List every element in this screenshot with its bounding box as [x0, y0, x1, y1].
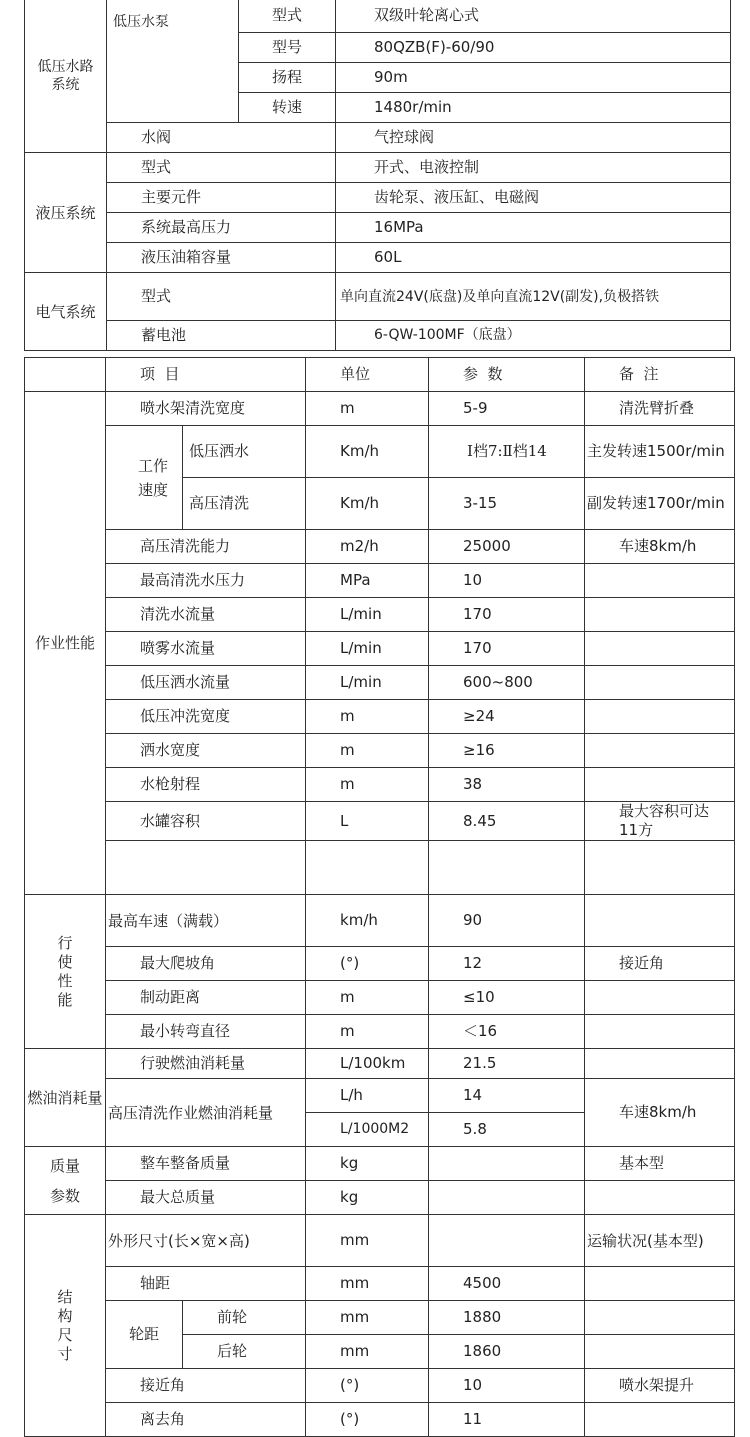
spec-row — [25, 0, 731, 33]
header-row — [25, 358, 735, 392]
spec-row — [25, 1079, 735, 1113]
group-label: 行使性能 — [25, 895, 106, 1049]
spec-row — [25, 1181, 735, 1215]
spec-row — [25, 564, 735, 598]
sub-item-cell: 高压清洗 — [183, 478, 306, 530]
param-cell: ≥24 — [429, 700, 585, 734]
unit-cell: m — [306, 734, 429, 768]
item-cell: 水阀 — [107, 123, 336, 153]
param-cell: 25000 — [429, 530, 585, 564]
note-cell: 基本型 — [585, 1147, 735, 1181]
item-cell: 系统最高压力 — [107, 213, 336, 243]
item-cell: 洒水宽度 — [106, 734, 306, 768]
item-cell: 低压冲洗宽度 — [106, 700, 306, 734]
item-cell: 整车整备质量 — [106, 1147, 306, 1181]
header-note: 备 注 — [585, 358, 735, 392]
item-cell: 喷雾水流量 — [106, 632, 306, 666]
param-cell: 8.45 — [429, 802, 585, 841]
note-cell — [585, 1335, 735, 1369]
param-cell: ≥16 — [429, 734, 585, 768]
value-cell: 80QZB(F)-60/90 — [336, 33, 731, 63]
spec-row — [25, 734, 735, 768]
item-cell: 低压洒水流量 — [106, 666, 306, 700]
item-cell: 蓄电池 — [107, 321, 336, 351]
unit-cell: L — [306, 802, 429, 841]
header-param: 参 数 — [429, 358, 585, 392]
spec-row — [25, 598, 735, 632]
unit-cell: (°) — [306, 1403, 429, 1437]
param-cell: 3-15 — [429, 478, 585, 530]
item-cell: 主要元件 — [107, 183, 336, 213]
value-cell: 气控球阀 — [336, 123, 731, 153]
sub-item-cell: 前轮 — [183, 1301, 306, 1335]
note-cell — [585, 1403, 735, 1437]
spec-row — [25, 947, 735, 981]
note-cell: 接近角 — [585, 947, 735, 981]
spec-row — [25, 895, 735, 947]
param-cell — [429, 1147, 585, 1181]
item-cell: 高压清洗能力 — [106, 530, 306, 564]
spec-row — [25, 123, 731, 153]
note-cell: 主发转速1500r/min — [585, 426, 735, 478]
unit-cell: mm — [306, 1301, 429, 1335]
param-cell: 1880 — [429, 1301, 585, 1335]
spec-row — [25, 530, 735, 564]
spec-row — [25, 183, 731, 213]
param-cell: 170 — [429, 598, 585, 632]
item-cell: 喷水架清洗宽度 — [106, 392, 306, 426]
group-label: 结构尺寸 — [25, 1215, 106, 1437]
item-cell: 型式 — [239, 0, 336, 33]
header-blank — [25, 358, 106, 392]
item-cell: 制动距离 — [106, 981, 306, 1015]
param-cell: 11 — [429, 1403, 585, 1437]
note-cell — [585, 981, 735, 1015]
unit-cell: kg — [306, 1147, 429, 1181]
item-cell: 最大总质量 — [106, 1181, 306, 1215]
spec-row — [25, 666, 735, 700]
param-cell: 21.5 — [429, 1049, 585, 1079]
item-cell: 最高车速（满载） — [106, 895, 306, 947]
group-label: 燃油消耗量 — [25, 1049, 106, 1147]
track-label: 轮距 — [106, 1301, 183, 1369]
param-cell — [429, 1215, 585, 1267]
note-cell — [585, 1181, 735, 1215]
note-cell: 车速8km/h — [585, 1079, 735, 1147]
param-cell: Ⅰ档7:Ⅱ档14 — [429, 426, 585, 478]
value-cell: 单向直流24V(底盘)及单向直流12V(副发),负极搭铁 — [336, 273, 731, 321]
note-cell — [585, 768, 735, 802]
unit-cell: m — [306, 768, 429, 802]
note-cell — [585, 632, 735, 666]
param-cell: 38 — [429, 768, 585, 802]
unit-cell: Km/h — [306, 426, 429, 478]
system-spec-table — [24, 0, 731, 351]
unit-cell: L/min — [306, 598, 429, 632]
unit-cell: (°) — [306, 947, 429, 981]
item-cell: 水枪射程 — [106, 768, 306, 802]
value-cell: 开式、电液控制 — [336, 153, 731, 183]
param-cell: ≤10 — [429, 981, 585, 1015]
note-cell — [585, 1049, 735, 1079]
spec-row — [25, 243, 731, 273]
spec-row — [25, 273, 731, 321]
item-cell: 扬程 — [239, 63, 336, 93]
item-cell: 离去角 — [106, 1403, 306, 1437]
item-cell: 高压清洗作业燃油消耗量 — [106, 1079, 306, 1147]
value-cell: 齿轮泵、液压缸、电磁阀 — [336, 183, 731, 213]
unit-cell: MPa — [306, 564, 429, 598]
spec-row — [25, 632, 735, 666]
param-cell: 10 — [429, 1369, 585, 1403]
item-cell: 行驶燃油消耗量 — [106, 1049, 306, 1079]
group-label: 电气系统 — [25, 273, 107, 351]
note-cell: 运输状况(基本型) — [585, 1215, 735, 1267]
note-cell — [585, 598, 735, 632]
spec-row — [25, 426, 735, 478]
performance-spec-table — [24, 357, 735, 1437]
spec-row — [25, 841, 735, 895]
value-cell: 90m — [336, 63, 731, 93]
note-cell — [585, 1267, 735, 1301]
note-cell: 副发转速1700r/min — [585, 478, 735, 530]
spec-row — [25, 321, 731, 351]
sub-item-cell: 后轮 — [183, 1335, 306, 1369]
value-cell: 双级叶轮离心式 — [336, 0, 731, 33]
unit-cell: m — [306, 1015, 429, 1049]
item-cell: 接近角 — [106, 1369, 306, 1403]
param-cell — [429, 1181, 585, 1215]
group-label: 质量参数 — [25, 1147, 106, 1215]
param-cell: 90 — [429, 895, 585, 947]
group-label: 液压系统 — [25, 153, 107, 273]
unit-cell: mm — [306, 1335, 429, 1369]
spec-row — [25, 802, 735, 841]
value-cell: 60L — [336, 243, 731, 273]
item-cell: 型式 — [107, 153, 336, 183]
spec-row — [25, 213, 731, 243]
note-cell — [585, 734, 735, 768]
value-cell: 1480r/min — [336, 93, 731, 123]
item-cell: 最高清洗水压力 — [106, 564, 306, 598]
note-cell — [585, 700, 735, 734]
spec-row — [25, 153, 731, 183]
unit-cell: mm — [306, 1215, 429, 1267]
param-cell: 10 — [429, 564, 585, 598]
item-cell: 外形尺寸(长×宽×高) — [106, 1215, 306, 1267]
note-cell — [585, 895, 735, 947]
group-label: 作业性能 — [25, 392, 106, 895]
item-cell: 水罐容积 — [106, 802, 306, 841]
unit-cell: m — [306, 700, 429, 734]
unit-cell: L/1000M2 — [306, 1113, 429, 1147]
note-cell: 清洗臂折叠 — [585, 392, 735, 426]
spec-row — [25, 1267, 735, 1301]
item-cell — [106, 841, 306, 895]
sub-item-cell: 低压洒水 — [183, 426, 306, 478]
unit-cell: L/100km — [306, 1049, 429, 1079]
param-cell: 5.8 — [429, 1113, 585, 1147]
spec-row — [25, 1301, 735, 1335]
spec-row — [25, 1049, 735, 1079]
unit-cell: L/min — [306, 632, 429, 666]
param-cell: 600~800 — [429, 666, 585, 700]
param-cell: 1860 — [429, 1335, 585, 1369]
item-cell: 转速 — [239, 93, 336, 123]
note-cell — [585, 1301, 735, 1335]
item-cell: 型号 — [239, 33, 336, 63]
unit-cell: mm — [306, 1267, 429, 1301]
unit-cell: m — [306, 392, 429, 426]
item-cell: 最大爬坡角 — [106, 947, 306, 981]
note-cell: 车速8km/h — [585, 530, 735, 564]
spec-row — [25, 981, 735, 1015]
value-cell: 6-QW-100MF（底盘） — [336, 321, 731, 351]
unit-cell: L/min — [306, 666, 429, 700]
unit-cell — [306, 841, 429, 895]
unit-cell: m — [306, 981, 429, 1015]
unit-cell: kg — [306, 1181, 429, 1215]
header-item: 项 目 — [106, 358, 306, 392]
param-cell: 4500 — [429, 1267, 585, 1301]
unit-cell: km/h — [306, 895, 429, 947]
note-cell — [585, 841, 735, 895]
item-cell: 轴距 — [106, 1267, 306, 1301]
item-cell: 型式 — [107, 273, 336, 321]
spec-row — [25, 700, 735, 734]
spec-row — [25, 1147, 735, 1181]
spec-row — [25, 1015, 735, 1049]
item-cell: 液压油箱容量 — [107, 243, 336, 273]
item-cell: 最小转弯直径 — [106, 1015, 306, 1049]
param-cell: 5-9 — [429, 392, 585, 426]
unit-cell: Km/h — [306, 478, 429, 530]
sub-group-label: 低压水泵 — [107, 0, 239, 123]
item-cell: 清洗水流量 — [106, 598, 306, 632]
note-cell — [585, 666, 735, 700]
value-cell: 16MPa — [336, 213, 731, 243]
note-cell — [585, 564, 735, 598]
note-cell: 喷水架提升 — [585, 1369, 735, 1403]
spec-row — [25, 1215, 735, 1267]
note-cell — [585, 1015, 735, 1049]
note-cell: 最大容积可达11方 — [585, 802, 735, 841]
param-cell: ＜16 — [429, 1015, 585, 1049]
param-cell — [429, 841, 585, 895]
spec-row — [25, 1403, 735, 1437]
unit-cell: L/h — [306, 1079, 429, 1113]
param-cell: 12 — [429, 947, 585, 981]
param-cell: 14 — [429, 1079, 585, 1113]
unit-cell: m2/h — [306, 530, 429, 564]
unit-cell: (°) — [306, 1369, 429, 1403]
spec-row — [25, 392, 735, 426]
spec-row — [25, 1369, 735, 1403]
spec-row — [25, 768, 735, 802]
header-unit: 单位 — [306, 358, 429, 392]
work-speed-label: 工作速度 — [106, 426, 183, 530]
param-cell: 170 — [429, 632, 585, 666]
group-label: 低压水路系统 — [25, 0, 107, 153]
